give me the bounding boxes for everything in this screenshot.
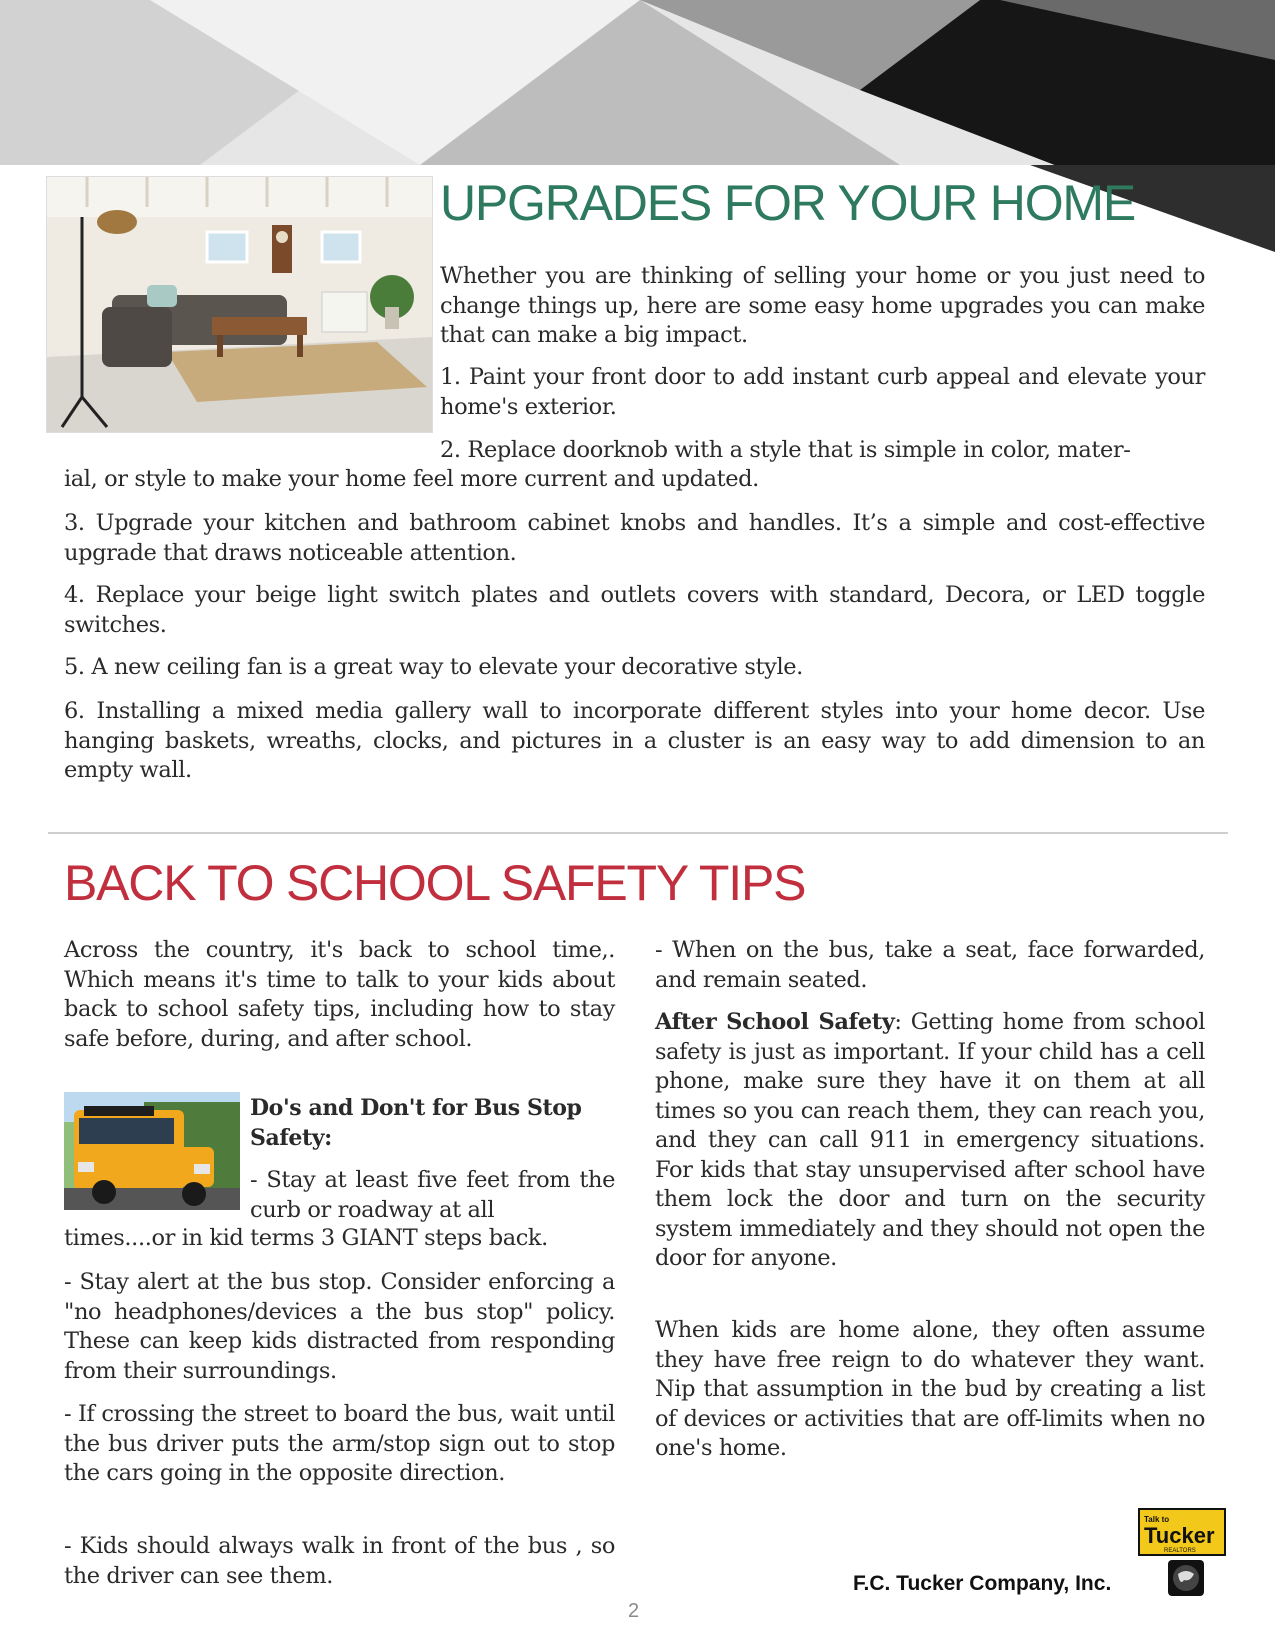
upgrade-item-2-line2: ial, or style to make your home feel more current and updated. xyxy=(64,466,759,492)
bus-tip-5: - When on the bus, take a seat, face forwarded, and remain seated. xyxy=(655,937,1205,993)
upgrade-item-6: 6. Installing a mixed media gallery wall to incorporate different styles into your home decor. Use hanging baskets, wreaths, clocks, and pictures in a cluster is an easy way to add dimension to an empty wall. xyxy=(64,698,1205,783)
upgrade-item-4: 4. Replace your beige light switch plates and outlets covers with standard, Decora, or LED toggle switches. xyxy=(64,582,1205,638)
after-school-text: : Getting home from school safety is just as important. If your child has a cell phone, make sure they have it on them at all times so you can reach them, they can reach you, and they can call 911 in emergency situations. For kids that stay unsupervised after school have them lock the door and turn on the security system immediately and they should not open the door for anyone. xyxy=(655,1009,1205,1271)
school-intro: Across the country, it's back to school time,. Which means it's time to talk to your kids about back to school safety tips, including how to stay safe before, during, and after school. xyxy=(64,937,615,1052)
upgrade-item-2-line1: 2. Replace doorknob with a style that is simple in color, mater- xyxy=(440,437,1131,463)
after-school-paragraph xyxy=(655,1008,1205,1274)
bus-tip-3: - If crossing the street to board the bus, wait until the bus driver puts the arm/stop sign out to stop the cars going in the opposite direction. xyxy=(64,1401,615,1486)
home-alone-paragraph: When kids are home alone, they often assume they have free reign to do whatever they want. Nip that assumption in the bud by creating a list of devices or activities that are off-limits when no one's home. xyxy=(655,1317,1205,1461)
school-title: BACK TO SCHOOL SAFETY TIPS xyxy=(64,855,806,911)
bus-tip-1-line1: - Stay at least five feet from the curb or roadway at all xyxy=(250,1167,615,1223)
school-bus-photo xyxy=(64,1092,240,1210)
svg-text:REALTORS: REALTORS xyxy=(1164,1548,1196,1554)
bus-tip-1-line2: times....or in kid terms 3 GIANT steps back. xyxy=(64,1225,548,1251)
tucker-logo xyxy=(1138,1508,1226,1556)
bus-tip-4: - Kids should always walk in front of the bus , so the driver can see them. xyxy=(64,1533,615,1589)
bus-stop-heading: Do's and Don't for Bus Stop Safety: xyxy=(250,1095,582,1151)
section-divider xyxy=(48,832,1228,834)
svg-text:Tucker: Tucker xyxy=(1144,1523,1215,1548)
upgrade-item-3: 3. Upgrade your kitchen and bathroom cabinet knobs and handles. It’s a simple and cost-effective upgrade that draws noticeable attention. xyxy=(64,510,1205,566)
after-school-heading: After School Safety xyxy=(655,1009,895,1035)
bus-tip-2: - Stay alert at the bus stop. Consider enforcing a "no headphones/devices a the bus stop" policy. These can keep kids distracted from responding from their surroundings. xyxy=(64,1269,615,1384)
upgrades-title: UPGRADES FOR YOUR HOME xyxy=(440,175,1135,231)
upgrade-item-1: 1. Paint your front door to add instant curb appeal and elevate your home's exterior. xyxy=(440,364,1205,420)
upgrades-intro: Whether you are thinking of selling your home or you just need to change things up, here are some easy home upgrades you can make that can make a big impact. xyxy=(440,263,1205,348)
page-number: 2 xyxy=(628,1600,640,1622)
upgrade-item-5: 5. A new ceiling fan is a great way to elevate your decorative style. xyxy=(64,654,803,680)
globe-icon xyxy=(1168,1560,1204,1596)
living-room-photo xyxy=(46,176,433,433)
company-name: F.C. Tucker Company, Inc. xyxy=(853,1572,1112,1595)
svg-text:Talk to: Talk to xyxy=(1144,1515,1170,1524)
